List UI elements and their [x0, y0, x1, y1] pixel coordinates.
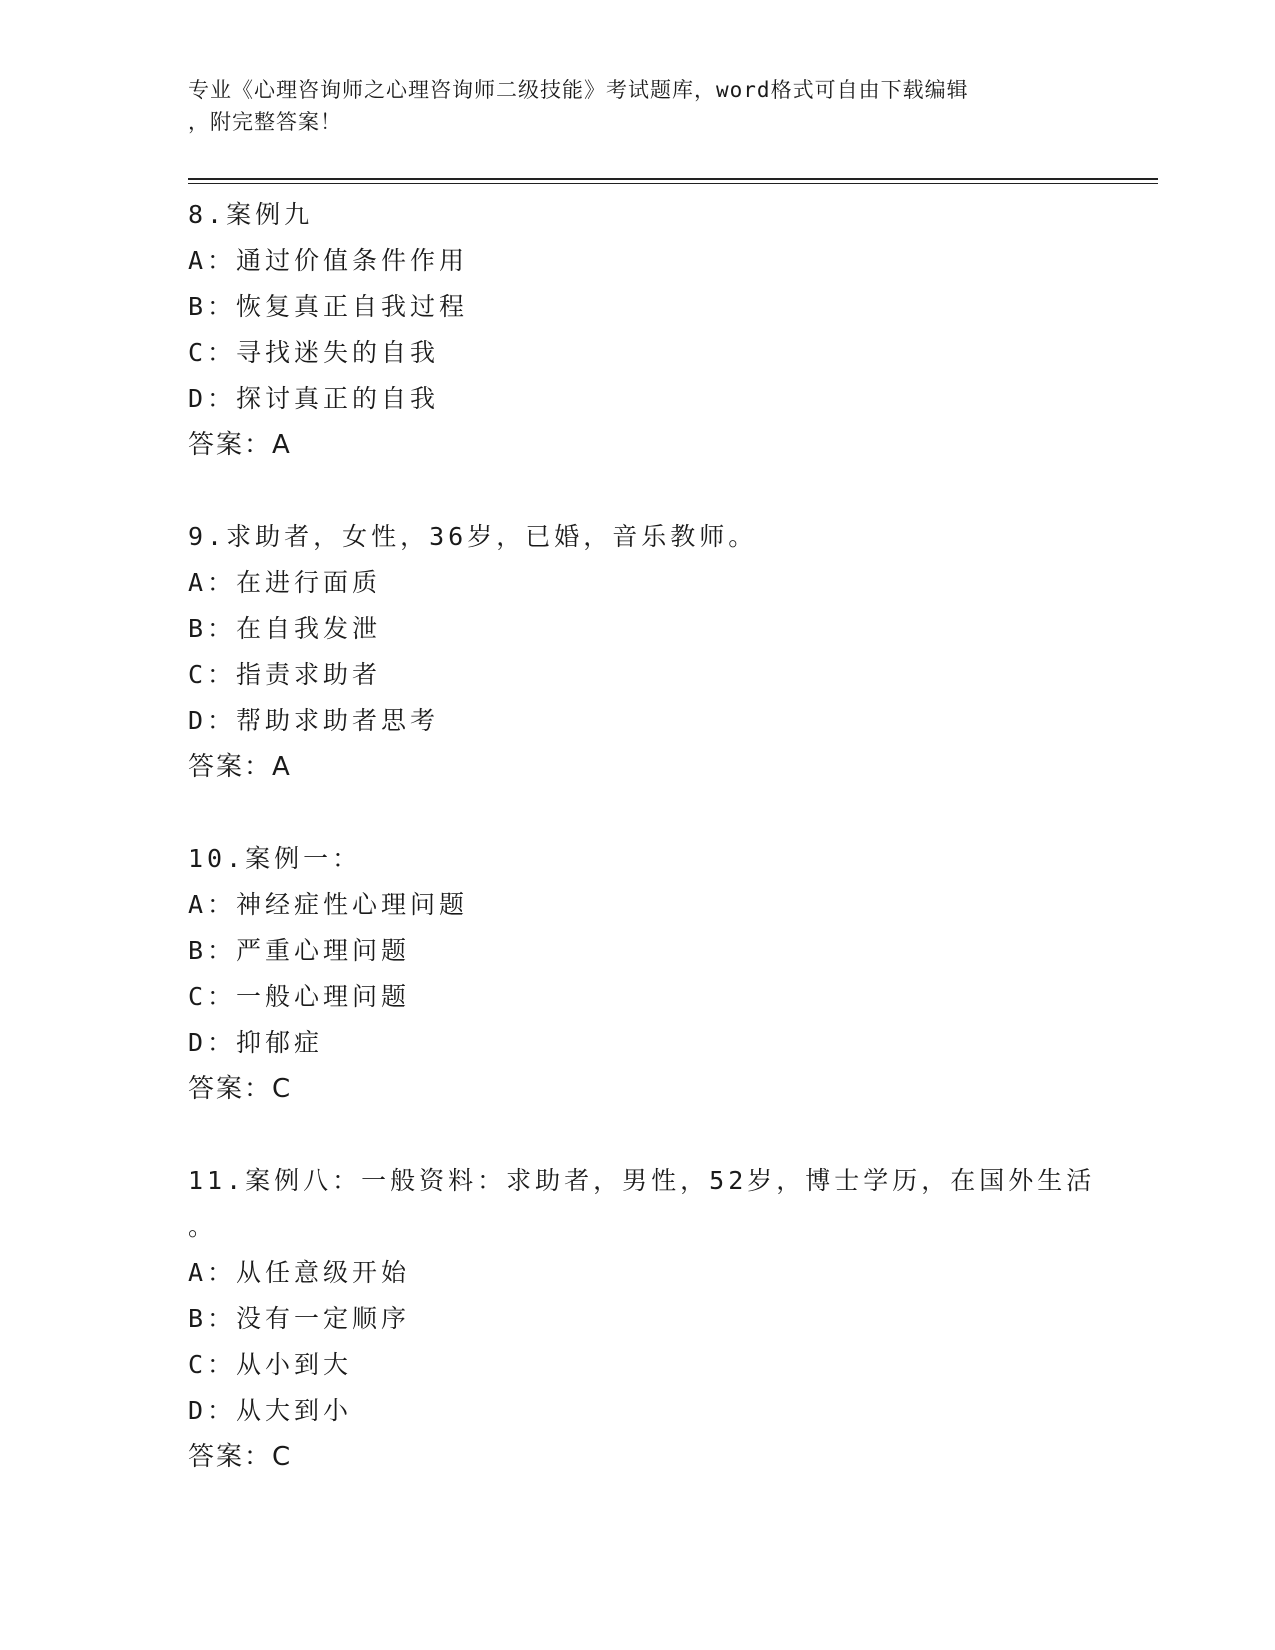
option-a: A：从任意级开始: [188, 1258, 411, 1287]
option-b: B：严重心理问题: [188, 936, 411, 965]
option-b: B：在自我发泄: [188, 614, 382, 643]
option-a: A：在进行面质: [188, 568, 382, 597]
question-stem: 9.求助者，女性，36岁，已婚，音乐教师。: [188, 522, 758, 551]
header-divider-thick: [188, 178, 1158, 180]
question-stem-continuation: 。: [188, 1212, 218, 1241]
option-c: C：指责求助者: [188, 660, 382, 689]
option-d: D：从大到小: [188, 1396, 353, 1425]
option-b: B：恢复真正自我过程: [188, 292, 469, 321]
option-c: C：一般心理问题: [188, 982, 411, 1011]
option-a: A：神经症性心理问题: [188, 890, 469, 919]
question-10: [188, 836, 1188, 1112]
answer-label: 答案：C: [188, 1074, 293, 1104]
option-d: D：抑郁症: [188, 1028, 324, 1057]
option-b: B：没有一定顺序: [188, 1304, 411, 1333]
option-d: D：探讨真正的自我: [188, 384, 440, 413]
question-8: [188, 192, 1188, 468]
header-title-line-2: ，附完整答案！: [188, 110, 342, 134]
option-d: D：帮助求助者思考: [188, 706, 440, 735]
option-c: C：从小到大: [188, 1350, 353, 1379]
question-stem: 10.案例一：: [188, 844, 362, 873]
header-divider-thin: [188, 183, 1158, 184]
header-title-line-1: 专业《心理咨询师之心理咨询师二级技能》考试题库，word格式可自由下载编辑: [188, 78, 969, 102]
answer-label: 答案：C: [188, 1442, 293, 1472]
option-c: C：寻找迷失的自我: [188, 338, 440, 367]
question-list: [188, 192, 1188, 1526]
document-header: [188, 74, 1088, 138]
answer-label: 答案：A: [188, 752, 292, 782]
question-11: [188, 1158, 1188, 1480]
question-stem: 11.案例八：一般资料：求助者，男性，52岁，博士学历，在国外生活: [188, 1166, 1096, 1195]
question-9: [188, 514, 1188, 790]
option-a: A：通过价值条件作用: [188, 246, 469, 275]
answer-label: 答案：A: [188, 430, 292, 460]
question-stem: 8.案例九: [188, 200, 314, 229]
